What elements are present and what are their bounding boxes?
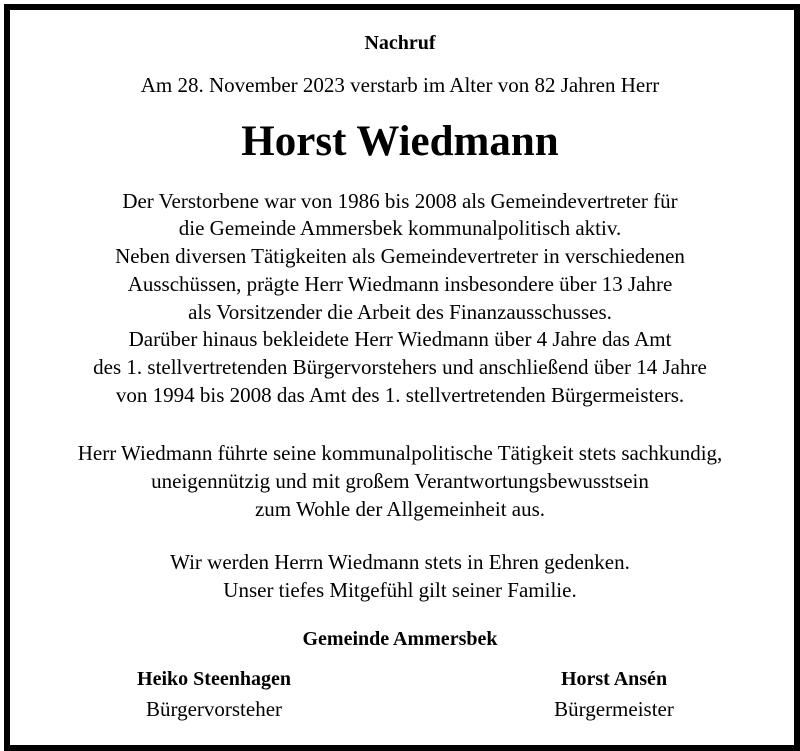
text-line: uneigennützig und mit großem Verantwortungsbewusstsein [151, 469, 649, 493]
organization-name: Gemeinde Ammersbek [302, 628, 498, 650]
deceased-name: Horst Wiedmann [241, 118, 559, 165]
text-line: Neben diversen Tätigkeiten als Gemeindevertreter in verschiedenen [115, 244, 685, 268]
signatory-name: Horst Ansén [560, 668, 668, 690]
intro-line: Am 28. November 2023 verstarb im Alter von 82 Jahren Herr [140, 73, 660, 97]
text-line: die Gemeinde Ammersbek kommunalpolitisch aktiv. [178, 216, 622, 240]
notice-heading: Nachruf [364, 32, 436, 54]
text-line: Ausschüssen, prägte Herr Wiedmann insbesondere über 13 Jahre [127, 272, 673, 296]
signatory-title: Bürgervorsteher [145, 697, 283, 721]
text-line: des 1. stellvertretenden Bürgervorstehers und anschließend über 14 Jahre [93, 355, 707, 379]
text-line: Der Verstorbene war von 1986 bis 2008 als Gemeindevertreter für [122, 189, 678, 213]
text-line: als Vorsitzender die Arbeit des Finanzausschusses. [188, 300, 612, 324]
signatory-title: Bürgermeister [554, 697, 674, 721]
text-line: zum Wohle der Allgemeinheit aus. [254, 497, 546, 521]
text-line: Wir werden Herrn Wiedmann stets in Ehren gedenken. [170, 550, 630, 574]
text-line: Herr Wiedmann führte seine kommunalpolitische Tätigkeit stets sachkundig, [77, 441, 723, 465]
signatory-name: Heiko Steenhagen [137, 668, 291, 690]
text-line: von 1994 bis 2008 das Amt des 1. stellvertretenden Bürgermeisters. [115, 383, 685, 407]
text-line: Unser tiefes Mitgefühl gilt seiner Familie. [223, 578, 577, 602]
text-line: Darüber hinaus bekleidete Herr Wiedmann über 4 Jahre das Amt [128, 327, 672, 351]
